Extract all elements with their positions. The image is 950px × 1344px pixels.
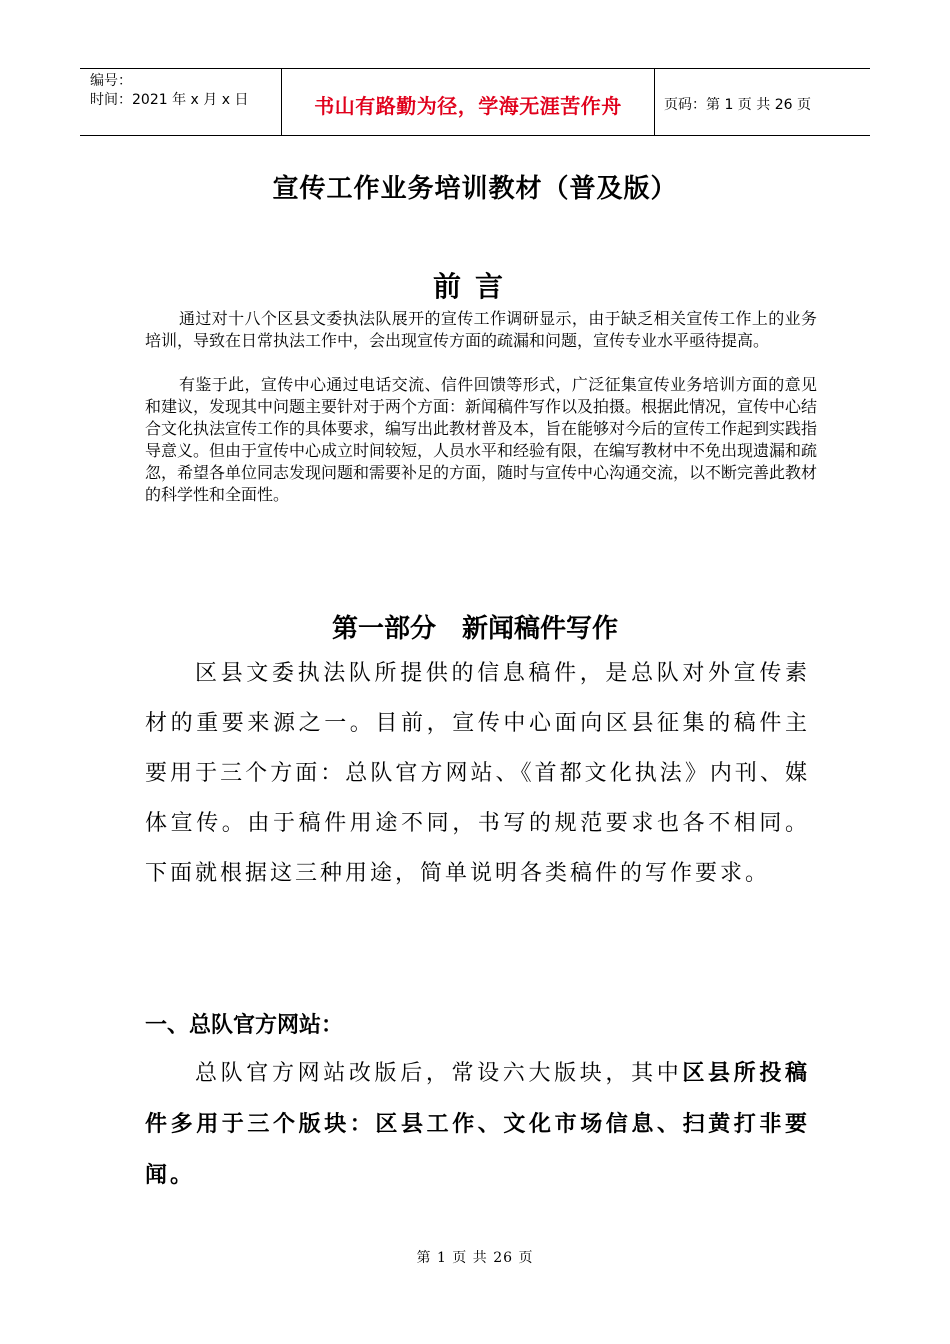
section1-paragraph: [145, 1048, 810, 1201]
header-divider-right: [654, 68, 655, 136]
section1-paragraph-normal: 总队官方网站改版后，常设六大版块，其中: [195, 1061, 683, 1086]
section1-paragraph-bold: 区县所投稿件多用于三个版块：区县工作、文化市场信息、扫黄打非要闻。: [145, 1060, 810, 1188]
header-number-label: 编号：: [90, 73, 132, 89]
section1-title: 一、总队官方网站：: [145, 1013, 344, 1038]
header-top-border: [80, 68, 870, 69]
header-motto: 书山有路勤为径，学海无涯苦作舟: [314, 94, 622, 118]
part1-title: 新闻稿件写作: [462, 614, 619, 644]
part1-label: 第一部分: [331, 614, 436, 644]
preface-paragraph-1: 通过对十八个区县文委执法队展开的宣传工作调研显示，由于缺乏相关宣传工作上的业务培训，导致在日常执法工作中，会出现宣传方面的疏漏和问题，宣传专业水平亟待提高。: [145, 309, 817, 350]
preface-paragraph-2: 有鉴于此，宣传中心通过电话交流、信件回馈等形式，广泛征集宣传业务培训方面的意见和建议，发现其中问题主要针对于两个方面：新闻稿件写作以及拍摄。根据此情况，宣传中心结合文化执法宣传工作的具体要求，编写出此教材普及本，旨在能够对今后的宣传工作起到实践指导意义。但由于宣传中心成立时间较短，人员水平和经验有限，在编写教材中不免出现遗漏和疏忽，希望各单位同志发现问题和需要补足的方面，随时与宣传中心沟通交流，以不断完善此教材的科学性和全面性。: [145, 375, 818, 504]
header-time-label: 时间：2021 年 x 月 x 日: [90, 92, 249, 108]
footer-page-number: 第 1 页 共 26 页: [416, 1250, 534, 1266]
preface-title: 前言: [432, 270, 517, 303]
header-left-cell: [90, 72, 248, 110]
part1-heading: [0, 608, 950, 645]
header-page-info: 页码：第 1 页 共 26 页: [664, 97, 811, 113]
part1-paragraph: 区县文委执法队所提供的信息稿件，是总队对外宣传素材的重要来源之一。目前，宣传中心面向区县征集的稿件主要用于三个方面：总队官方网站、《首都文化执法》内刊、媒体宣传。由于稿件用途不同，书写的规范要求也各不相同。下面就根据这三种用途，简单说明各类稿件的写作要求。: [145, 661, 810, 886]
header-bottom-border: [80, 135, 870, 136]
document-title: 宣传工作业务培训教材（普及版）: [272, 174, 678, 204]
